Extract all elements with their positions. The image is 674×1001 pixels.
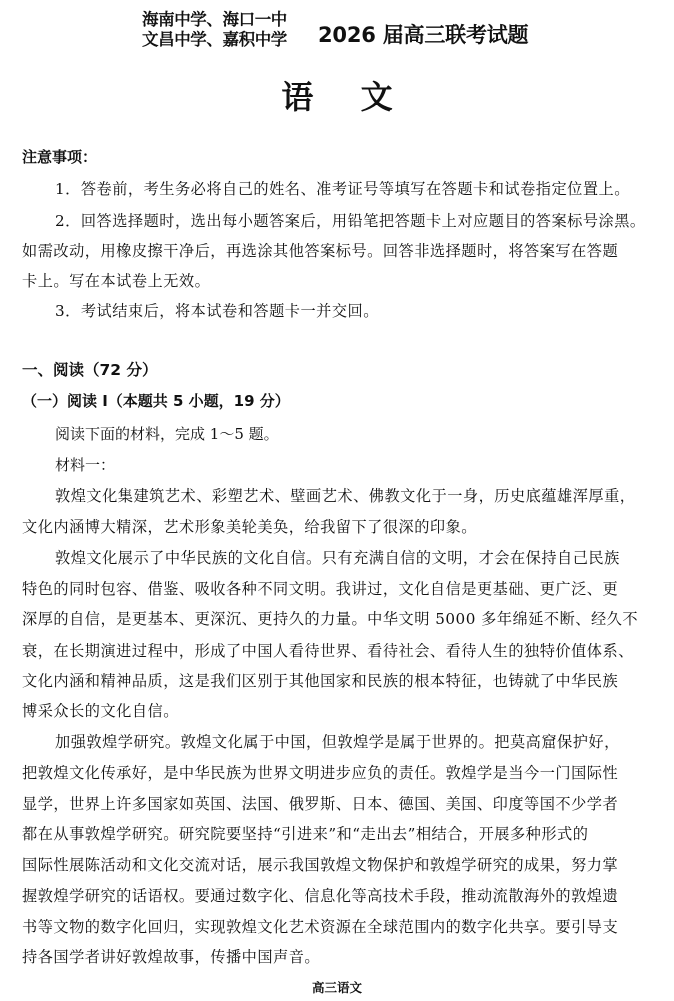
school-names-line-1: 海南中学、海口一中 <box>142 10 287 29</box>
note-line-5: 3．考试结束后，将本试卷和答题卡一并交回。 <box>55 302 379 320</box>
passage-line: 握敦煌学研究的话语权。要通过数字化、信息化等高技术手段，推动流散海外的敦煌遗 <box>22 887 619 905</box>
passage-line: 文化内涵和精神品质，这是我们区别于其他国家和民族的根本特征，也铸就了中华民族 <box>22 672 619 690</box>
subsection-title: （一）阅读 I（本题共 5 小题，19 分） <box>22 392 290 410</box>
passage-line: 国际性展陈活动和文化交流对话，展示我国敦煌文物保护和敦煌学研究的成果，努力掌 <box>22 856 619 874</box>
note-line-1: 1．答卷前，考生务必将自己的姓名、准考证号等填写在答题卡和试卷指定位置上。 <box>55 180 630 198</box>
passage-line: 敦煌文化展示了中华民族的文化自信。只有充满自信的文明，才会在保持自己民族 <box>55 549 620 567</box>
note-line-4: 卡上。写在本试卷上无效。 <box>22 272 211 290</box>
passage-line: 把敦煌文化传承好，是中华民族为世界文明进步应负的责任。敦煌学是当今一门国际性 <box>22 764 619 782</box>
passage-line: 博采众长的文化自信。 <box>22 702 179 720</box>
passage-line: 文化内涵博大精深，艺术形象美轮美奂，给我留下了很深的印象。 <box>22 518 477 536</box>
note-line-3: 如需改动，用橡皮擦干净后，再选涂其他答案标号。回答非选择题时，将答案写在答题 <box>22 242 619 260</box>
passage-line: 衰，在长期演进过程中，形成了中国人看待世界、看待社会、看待人生的独特价值体系、 <box>22 642 634 660</box>
school-names <box>142 10 287 50</box>
passage-line: 深厚的自信，是更基本、更深沉、更持久的力量。中华文明 5000 多年绵延不断、经久不 <box>22 610 639 628</box>
passage-line: 持各国学者讲好敦煌故事，传播中国声音。 <box>22 948 321 966</box>
passage-line: 特色的同时包容、借鉴、吸收各种不同文明。我讲过，文化自信是更基础、更广泛、更 <box>22 580 619 598</box>
exam-header <box>0 10 674 56</box>
school-names-line-2: 文昌中学、嘉积中学 <box>142 30 287 49</box>
note-line-2: 2．回答选择题时，选出每小题答案后，用铅笔把答题卡上对应题目的答案标号涂黑。 <box>55 212 646 230</box>
exam-title: 2026 届高三联考试题 <box>318 23 529 47</box>
passage-line: 敦煌文化集建筑艺术、彩塑艺术、壁画艺术、佛教文化于一身，历史底蕴雄浑厚重， <box>55 487 636 505</box>
passage-line: 书等文物的数字化回归，实现敦煌文化艺术资源在全球范围内的数字化共享。要引导支 <box>22 918 619 936</box>
section-title: 一、阅读（72 分） <box>22 361 158 379</box>
passage-line: 都在从事敦煌学研究。研究院要坚持“引进来”和“走出去”相结合，开展多种形式的 <box>22 825 589 843</box>
passage-line: 显学，世界上许多国家如英国、法国、俄罗斯、日本、德国、美国、印度等国不少学者 <box>22 795 619 813</box>
page-footer: 高三语文 <box>311 980 362 995</box>
instruction: 阅读下面的材料，完成 1～5 题。 <box>55 425 279 443</box>
notes-heading: 注意事项： <box>22 148 98 166</box>
material-label: 材料一： <box>55 456 116 474</box>
subject-title: 语 文 <box>281 78 411 116</box>
passage-line: 加强敦煌学研究。敦煌文化属于中国，但敦煌学是属于世界的。把莫高窟保护好， <box>55 733 620 751</box>
